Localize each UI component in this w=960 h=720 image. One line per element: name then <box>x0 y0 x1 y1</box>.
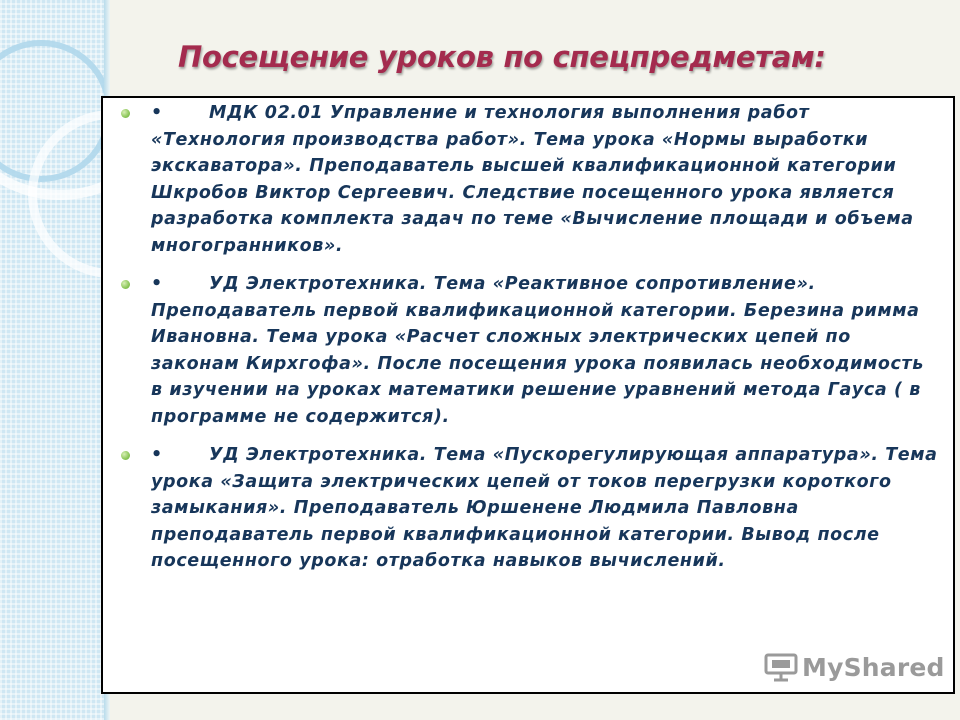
inner-bullet: • <box>151 274 163 294</box>
bullet-list <box>115 100 939 575</box>
item-text: УД Электротехника. Тема «Пускорегулирующая аппаратура». Тема урока «Защита электрических цепей от токов перегрузки короткого замыкания». Преподаватель Юршенене Людмила Павловна преподаватель первой квалификационной категории. Вывод после посещенного урока: отработка навыков вычислений. <box>151 445 938 571</box>
inner-bullet: • <box>151 445 163 465</box>
watermark <box>764 652 945 682</box>
projector-screen-icon <box>764 652 798 682</box>
bullet-icon <box>121 109 130 118</box>
list-item <box>115 442 939 575</box>
bullet-icon <box>121 280 130 289</box>
content-box <box>101 96 955 694</box>
item-text: МДК 02.01 Управление и технология выполнения работ «Технология производства работ». Тема урока «Нормы выработки экскаватора». Преподаватель высшей квалификационной категории Шкробов Виктор Сергеевич. Следствие посещенного урока является разработка комплекта задач по теме «Вычисление площади и объема многогранников». <box>151 103 914 256</box>
item-text: УД Электротехника. Тема «Реактивное сопротивление». Преподаватель первой квалификационной категории. Березина римма Ивановна. Тема урока «Расчет сложных электрических цепей по законам Кирхгофа». После посещения урока появилась необходимость в изучении на уроках математики решение уравнений метода Гауса ( в программе не содержится). <box>151 274 924 427</box>
list-item <box>115 100 939 259</box>
list-item <box>115 271 939 430</box>
slide-title: Посещение уроков по спецпредметам: <box>178 40 826 74</box>
watermark-text: MyShared <box>802 652 945 682</box>
decorative-side-panel <box>0 0 104 720</box>
bullet-icon <box>121 451 130 460</box>
inner-bullet: • <box>151 103 163 123</box>
